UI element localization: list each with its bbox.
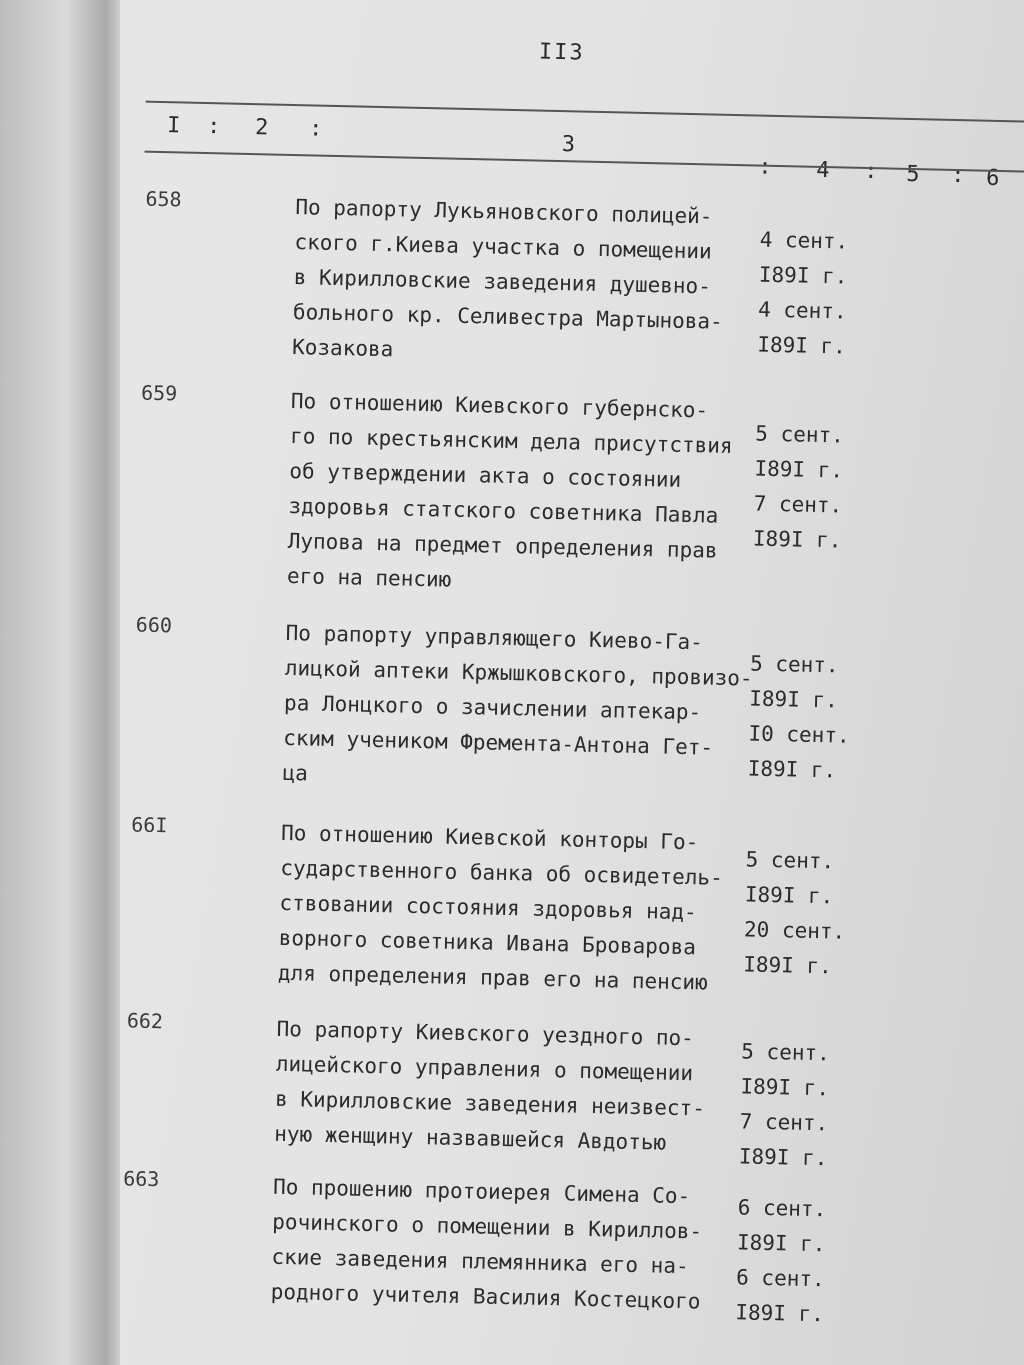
col-header-sep: : [950,162,965,189]
entry-number: 660 [135,612,173,638]
col-header-1: I [166,113,181,139]
col-header-sep: : [758,154,772,180]
col-header-5: 5 [905,161,920,188]
entry-description: По отношению Киевского губернско- го по крестьянским дела присутствия об утверждении акта о состоянии здоровья статского советника Павла Лупова на предмет определения прав его на пенсию [286,388,733,592]
register-entry [145,186,866,362]
entry-description: По рапорту Лукьяновского полицей- ского г.Киева участка о помещении в Кирилловские заведения душевно- больного кр. Селивестра Мартынова- Козакова [291,195,724,362]
header-rule-bottom [145,151,1024,173]
entry-number: 659 [140,380,178,406]
header-rule-top [146,101,1024,123]
col-header-sep: : [864,158,878,185]
register-entry [126,1008,847,1171]
entry-number: 658 [145,186,182,212]
entry-description: По рапорту Киевского уездного по- лицейского управления о помещении в Кирилловские заведения неизвест- ную женщину назвавшейся Авдотью [274,1016,706,1155]
entry-dates: 6 сент. I89I г. 6 сент. I89I г. [735,1195,827,1327]
entry-number: 663 [122,1166,160,1192]
register-entry [135,612,856,786]
entry-description: По отношению Киевской конторы Го- сударственного банка об освидетель- ствовании состояния здоровья над- ворного советника Ивана Броварова для определения прав его на пенсию [277,820,724,995]
col-header-4: 4 [816,157,830,184]
register-entry [122,1166,844,1327]
page-number: II3 [538,39,585,66]
col-header-sep: : [206,114,221,140]
col-header-6: 6 [985,165,1000,191]
col-header-sep: : [308,116,323,142]
entry-number: 66I [131,812,168,838]
entry-dates: 5 сент. I89I г. 20 сент. I89I г. [743,847,846,979]
col-header-2: 2 [254,115,269,141]
entry-description: По рапорту управляющего Киево-Га- лицкой аптеки Кржышковского, провизо- ра Лонцкого о зачислении аптекар- ским учеником Фремента-Антона Гет- ца [282,620,753,786]
entry-description: По прошению протоиерея Симена Со- рочинского о помещении в Кириллов- ские заведения племянника его на- родного учителя Василия Костецкого [270,1174,703,1314]
register-entry [140,380,861,592]
col-header-3: 3 [561,132,576,158]
entry-dates: 5 сент. I89I г. 7 сент. I89I г. [752,421,845,553]
entry-dates: 5 сент. I89I г. I0 сент. I89I г. [747,651,850,783]
register-entry [131,812,852,995]
entry-dates: 4 сент. I89I г. 4 сент. I89I г. [757,227,849,359]
entry-number: 662 [126,1008,164,1034]
entry-dates: 5 сент. I89I г. 7 сент. I89I г. [738,1039,831,1171]
